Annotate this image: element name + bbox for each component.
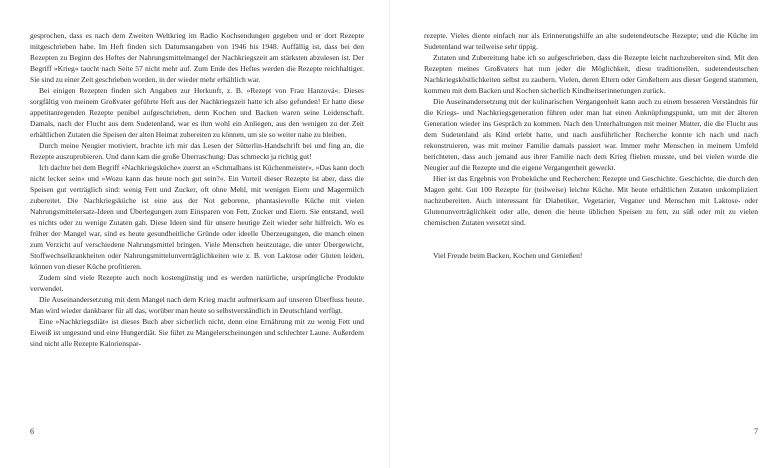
paragraph: rezepte. Vieles diente einfach nur als Erinnerungshilfe an alte sudetendeutsche Rezepte; und die Küche im Sudetenland war teilweise sehr üppig. (424, 31, 758, 52)
paragraph: Zudem sind viele Rezepte auch noch kostengünstig und es werden natürliche, ursprüngliche Produkte verwendet. (30, 273, 364, 294)
paragraph: Bei einigen Rezepten finden sich Angaben zur Herkunft, z. B. »Rezept von Frau Hanzová«. Dieses sorgfältig von meinem Großvater geführte Heft aus der Nachkriegszeit hatte ich also gefunden! Er hatte diese appetitanregenden Rezepte penibel aufgeschrieben, denn Kochen und Backen waren seine Leidenschaft. Damals, nach der Flucht aus dem Sudetenland, war es ihm wohl ein Anliegen, aus den wenigen zu der Zeit erhältlichen Zutaten die Speisen der alten Heimat zubereiten zu können, um sie so weiter nahe zu bleiben. (30, 86, 364, 140)
paragraph: Die Auseinandersetzung mit der kulinarischen Vergangenheit kann auch zu einem besseren Verständnis für die Kriegs- und Nachkriegsgeneration führen oder man hat einen Anknüpfungspunkt, um mit der älteren Generation wieder ins Gespräch zu kommen. Nach den Unterhaltungen mit meiner Mutter, die die Flucht aus dem Sudetenland als Kind erlebt hatte, und nach ausführlicher Recherche konnte ich nach und nach rekonstruieren, was mit meiner Familie damals passiert war. Immer mehr Menschen in meinem Umfeld berichteten, dass auch jemand aus ihrer Familie nach dem Krieg fliehen musste, und bei vielen wurde die Neugier auf die Rezepte und die eigene Vergangenheit geweckt. (424, 97, 758, 173)
paragraph: gesprochen, dass es nach dem Zweiten Weltkrieg im Radio Kochsendungen gegeben und er dort Rezepte mitgeschrieben habe. Im Heft finden sich Datumsangaben von 1946 bis 1948. Auffällig ist, dass bei den Rezepten zu Beginn des Heftes der Nahrungsmittelmangel der Nachkriegszeit am stärksten abzulesen ist. Der Begriff »Krieg« taucht nach Seite 57 nicht mehr auf. Zum Ende des Heftes werden die Rezepte reichhaltiger. Sie sind zu einer Zeit geschrieben worden, in der wieder mehr erhältlich war. (30, 31, 364, 85)
page-number-right: 7 (754, 427, 758, 436)
paragraph: Zutaten und Zubereitung habe ich so aufgeschrieben, dass die Rezepte leicht nachzubereiten sind. Mit den Rezepten meines Großvaters hat nun jeder die Möglichkeit, diese traditionellen, sudetendeutschen Nachkriegsköstlichkeiten selbst zu zaubern. Vielen, deren Eltern oder Großeltern aus dieser Gegend stammen, kommen mit dem Backen und Kochen sicherlich Kindheitserinnerungen zurück. (424, 53, 758, 96)
paragraph: Durch meine Neugier motiviert, brachte ich mir das Lesen der Sütterlin-Handschrift bei und fing an, die Rezepte auszuprobieren. Und dann kam die große Überraschung: Das schmeckt ja richtig gut! (30, 141, 364, 162)
paragraph: Eine »Nachkriegsdiät« ist dieses Buch aber sicherlich nicht, denn eine Ernährung mit zu wenig Fett und Eiweiß ist ungesund und eine Hungerdiät. Sie führt zu Mangelerscheinungen und schlechter Laune. Außerdem sind nicht alle Rezepte Kalorienspar- (30, 317, 364, 349)
paragraph: Die Auseinandersetzung mit dem Mangel nach dem Krieg macht aufmerksam auf unseren Überfluss heute. Man wird wieder dankbarer für all das, worüber man heute so selbstverständlich in Deutschland verfügt. (30, 295, 364, 316)
closing-line: Viel Freude beim Backen, Kochen und Genießen! (433, 251, 583, 261)
right-page-text (424, 30, 758, 261)
page-number-left: 6 (30, 427, 34, 436)
right-page (390, 0, 780, 468)
paragraph: Hier ist das Ergebnis von Probeküche und Recherchen: Rezepte und Geschichte. Geschichte, die durch den Magen geht. Gut 100 Rezepte für (teilweise) leichte Küche. Mit heute erhältlichen Zutaten unkompliziert nachzubereiten. Auch interessant für Diabetiker, Vegetarier, Veganer und Menschen mit Laktose- oder Glutenunverträglichkeit oder alle, denen die heute üblichen Speisen zu fett, zu süß oder mit zu vielen chemischen Zutaten versetzt sind. (424, 174, 758, 228)
paragraph: Ich dachte bei dem Begriff »Nachkriegsküche« zuerst an »Schmalhans ist Küchenmeister«, »Das kann doch nicht lecker sein« und »Wozu kann das heute noch gut sein?«. Ein Vorteil dieser Rezepte ist aber, dass die Speisen gut verträglich sind: wenig Fett und Zucker, oft ohne Mehl, mit wenigen Eiern und Magermilch zubereitet. Die Nachkriegsküche ist eine aus der Not geborene, phantasievolle Küche mit vielen Nahrungsmittelersatz-Ideen und Überlegungen zum Einsparen von Fett, Zucker und Eiern. Sie entstand, weil es nichts oder zu wenige Zutaten gab. Diese Ideen sind für unsere heutige Zeit wieder sehr hilfreich. Wo es früher der Mangel war, sind es heute gesundheitliche Gründe oder ideelle Überzeugungen, die manch einen zum Verzicht auf verschiedene Nahrungsmittel bringen. Viele Menschen heutzutage, die unter Übergewicht, Stoffwechselkrankheiten oder Nahrungsmittelunverträglichkeiten wie z. B. von Laktose oder Gluten leiden, können von dieser Küche profitieren. (30, 163, 364, 272)
left-page-text (30, 30, 364, 349)
